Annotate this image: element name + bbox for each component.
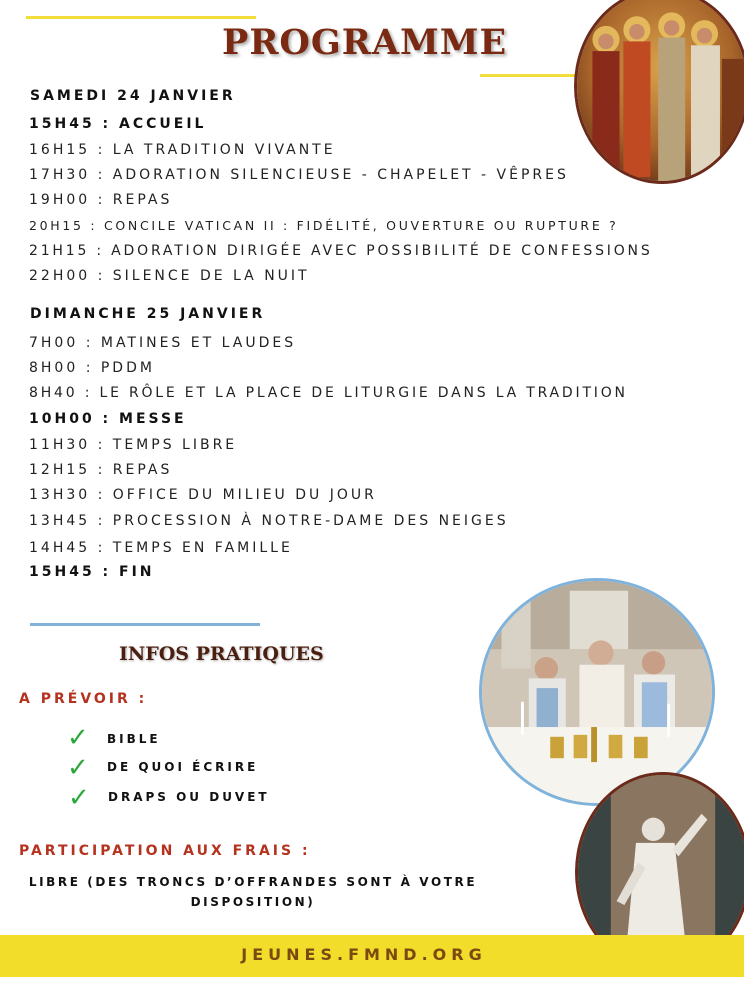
schedule-item: 14H45 : TEMPS EN FAMILLE	[29, 540, 293, 556]
sunday-heading: DIMANCHE 25 JANVIER	[30, 306, 266, 322]
schedule-item: 17H30 : ADORATION SILENCIEUSE - CHAPELET - VÊPRES	[29, 167, 569, 183]
schedule-item: 11H30 : TEMPS LIBRE	[29, 437, 238, 453]
schedule-item: 8H40 : LE RÔLE ET LA PLACE DE LITURGIE DANS LA TRADITION	[29, 385, 628, 401]
saturday-heading: SAMEDI 24 JANVIER	[30, 88, 236, 104]
schedule-item: 20H15 : CONCILE VATICAN II : FIDÉLITÉ, OUVERTURE OU RUPTURE ?	[29, 218, 619, 233]
top-yellow-divider	[26, 16, 256, 19]
infos-blue-divider	[30, 623, 260, 626]
prevoir-heading: A PRÉVOIR :	[19, 691, 148, 707]
footer-website: JEUNES.FMND.ORG	[241, 945, 487, 964]
schedule-item: 15H45 : ACCUEIL	[29, 116, 207, 132]
infos-title: INFOS PRATIQUES	[119, 643, 324, 665]
frais-heading: PARTICIPATION AUX FRAIS :	[19, 843, 311, 859]
schedule-item: 13H45 : PROCESSION À NOTRE-DAME DES NEIGES	[29, 513, 509, 529]
checkmark-icon: ✓	[67, 753, 89, 783]
prevoir-item: DE QUOI ÉCRIRE	[107, 760, 259, 774]
page-title: PROGRAMME	[222, 22, 508, 63]
schedule-item: 8H00 : PDDM	[29, 360, 155, 376]
schedule-item: 16H15 : LA TRADITION VIVANTE	[29, 142, 336, 158]
prevoir-item: DRAPS OU DUVET	[108, 790, 270, 804]
prevoir-item: BIBLE	[107, 732, 161, 746]
schedule-item: 13H30 : OFFICE DU MILIEU DU JOUR	[29, 487, 377, 503]
schedule-item: 10H00 : MESSE	[29, 411, 187, 427]
frais-text: LIBRE (DES TRONCS D’OFFRANDES SONT À VOTRE DISPOSITION)	[28, 875, 478, 909]
mass-photo-image	[479, 578, 715, 806]
checkmark-icon: ✓	[68, 783, 90, 813]
schedule-item: 7H00 : MATINES ET LAUDES	[29, 335, 297, 351]
schedule-item: 19H00 : REPAS	[29, 192, 173, 208]
schedule-item: 22H00 : SILENCE DE LA NUIT	[29, 268, 310, 284]
schedule-item: 15H45 : FIN	[29, 564, 155, 580]
checkmark-icon: ✓	[67, 723, 89, 753]
saints-painting-image	[574, 0, 744, 184]
schedule-item: 21H15 : ADORATION DIRIGÉE AVEC POSSIBILITÉ DE CONFESSIONS	[29, 243, 653, 259]
schedule-item: 12H15 : REPAS	[29, 462, 173, 478]
